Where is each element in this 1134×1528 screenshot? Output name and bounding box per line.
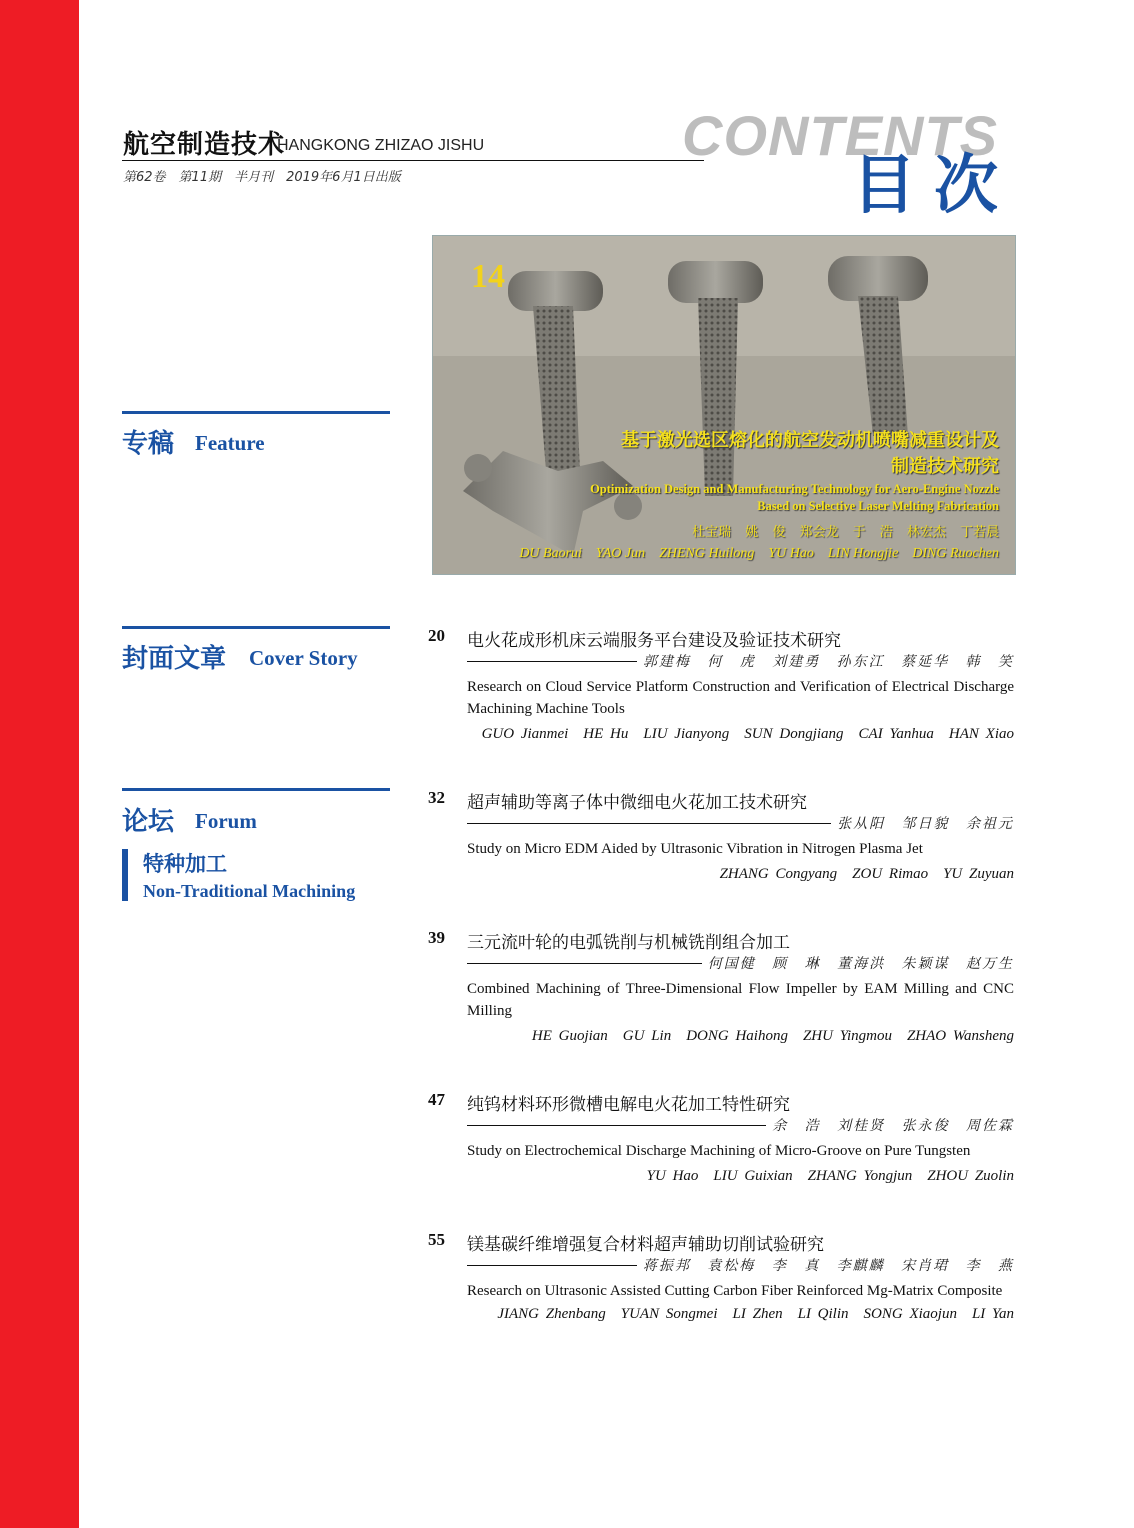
article-title-en: Study on Micro EDM Aided by Ultrasonic Vibration in Nitrogen Plasma Jet (467, 841, 923, 857)
journal-title-pinyin: HANGKONG ZHIZAO JISHU (277, 137, 485, 154)
contents-heading-cn: 目次 (852, 149, 1016, 223)
article-title-en: Study on Electrochemical Discharge Machining of Micro-Groove on Pure Tungsten (467, 1143, 971, 1159)
section-feature-cn: 专稿 (122, 429, 175, 459)
leader-line (467, 963, 702, 964)
section-forum-cn: 论坛 (122, 807, 175, 837)
article-authors-en: ZHANG Congyang ZOU Rimao YU Zuyuan (719, 866, 1014, 882)
article-entry[interactable] (428, 1230, 1014, 1330)
red-side-bar (0, 0, 79, 1528)
cover-title-en-line1: Optimization Design and Manufacturing Technology for Aero-Engine Nozzle (590, 482, 999, 496)
article-title-cn[interactable]: 三元流叶轮的电弧铣削与机械铣削组合加工 (467, 933, 790, 953)
article-title-cn[interactable]: 电火花成形机床云端服务平台建设及验证技术研究 (467, 631, 841, 651)
article-authors-en: JIANG Zhenbang YUAN Songmei LI Zhen LI Qilin SONG Xiaojun LI Yan (497, 1306, 1014, 1322)
article-page-number: 39 (428, 928, 445, 947)
cover-story-rule (122, 626, 390, 629)
leader-line (467, 1125, 766, 1126)
article-page-number: 32 (428, 788, 445, 807)
cover-authors-cn: 杜宝瑞 姚 俊 郑会龙 于 浩 林宏杰 丁若晨 (692, 525, 999, 540)
article-entry[interactable] (428, 1090, 1014, 1190)
article-authors-line (467, 812, 1014, 834)
masthead-rule (122, 160, 704, 161)
article-entry[interactable] (428, 928, 1014, 1048)
cover-title-en-line2: Based on Selective Laser Melting Fabrication (757, 499, 999, 513)
article-authors-cn: 蒋振邦 袁松梅 李 真 李麒麟 宋肖珺 李 燕 (642, 1258, 1014, 1274)
journal-title-cn: 航空制造技术 (123, 130, 286, 160)
article-page-number: 20 (428, 626, 445, 645)
article-page-number: 55 (428, 1230, 445, 1249)
issue-info: 第62卷 第11期 半月刊 2019年6月1日出版 (123, 170, 401, 185)
article-authors-line (467, 1114, 1014, 1136)
forum-rule (122, 788, 390, 791)
section-cover-story-en: Cover Story (249, 646, 358, 670)
cover-title-en (590, 481, 999, 515)
leader-line (467, 1265, 637, 1266)
article-authors-cn: 余 浩 刘桂贤 张永俊 周佐霖 (772, 1118, 1014, 1134)
contents-heading-en: CONTENTS (682, 104, 998, 167)
article-page-number: 47 (428, 1090, 445, 1109)
article-entry[interactable] (428, 626, 1014, 746)
article-authors-line (467, 1254, 1014, 1276)
article-authors-line (467, 650, 1014, 672)
article-title-cn[interactable]: 镁基碳纤维增强复合材料超声辅助切削试验研究 (467, 1235, 824, 1255)
article-title-cn[interactable]: 超声辅助等离子体中微细电火花加工技术研究 (467, 793, 807, 813)
article-authors-line (467, 952, 1014, 974)
subsection-bar (122, 849, 128, 901)
article-title-cn[interactable]: 纯钨材料环形微槽电解电火花加工特性研究 (467, 1095, 790, 1115)
article-authors-en: GUO Jianmei HE Hu LIU Jianyong SUN Dongjiang CAI Yanhua HAN Xiao (481, 726, 1014, 742)
cover-title-cn[interactable] (621, 428, 999, 480)
article-authors-en: YU Hao LIU Guixian ZHANG Yongjun ZHOU Zuolin (646, 1168, 1014, 1184)
leader-line (467, 823, 831, 824)
article-authors-cn: 张从阳 邹日貌 余祖元 (837, 816, 1014, 832)
cover-title-cn-line2: 制造技术研究 (891, 456, 999, 477)
subsection-cn: 特种加工 (143, 852, 227, 876)
cover-page-number: 14 (471, 258, 505, 295)
leader-line (467, 661, 637, 662)
article-title-en: Research on Ultrasonic Assisted Cutting Carbon Fiber Reinforced Mg-Matrix Composite (467, 1283, 1003, 1299)
subsection-en: Non-Traditional Machining (143, 881, 356, 901)
section-feature-en: Feature (195, 431, 265, 455)
article-title-en: Research on Cloud Service Platform Construction and Verification of Electrical Discharge Machining Machine Tools (467, 679, 1014, 717)
cover-authors-en: DU Baorui YAO Jun ZHENG Huilong YU Hao LIN Hongjie DING Ruochen (519, 546, 999, 561)
section-forum-en: Forum (195, 809, 257, 833)
article-authors-en: HE Guojian GU Lin DONG Haihong ZHU Yingmou ZHAO Wansheng (531, 1028, 1014, 1044)
cover-photo[interactable] (432, 235, 1016, 575)
section-cover-story-cn: 封面文章 (122, 644, 227, 674)
article-title-en: Combined Machining of Three-Dimensional Flow Impeller by EAM Milling and CNC Milling (467, 981, 1014, 1019)
cover-title-cn-line1: 基于激光选区熔化的航空发动机喷嘴减重设计及 (621, 430, 999, 451)
article-authors-cn: 郭建梅 何 虎 刘建勇 孙东江 蔡延华 韩 笑 (642, 654, 1014, 670)
article-entry[interactable] (428, 788, 1014, 888)
feature-rule (122, 411, 390, 414)
article-authors-cn: 何国健 顾 琳 董海洪 朱颖谋 赵万生 (707, 956, 1014, 972)
